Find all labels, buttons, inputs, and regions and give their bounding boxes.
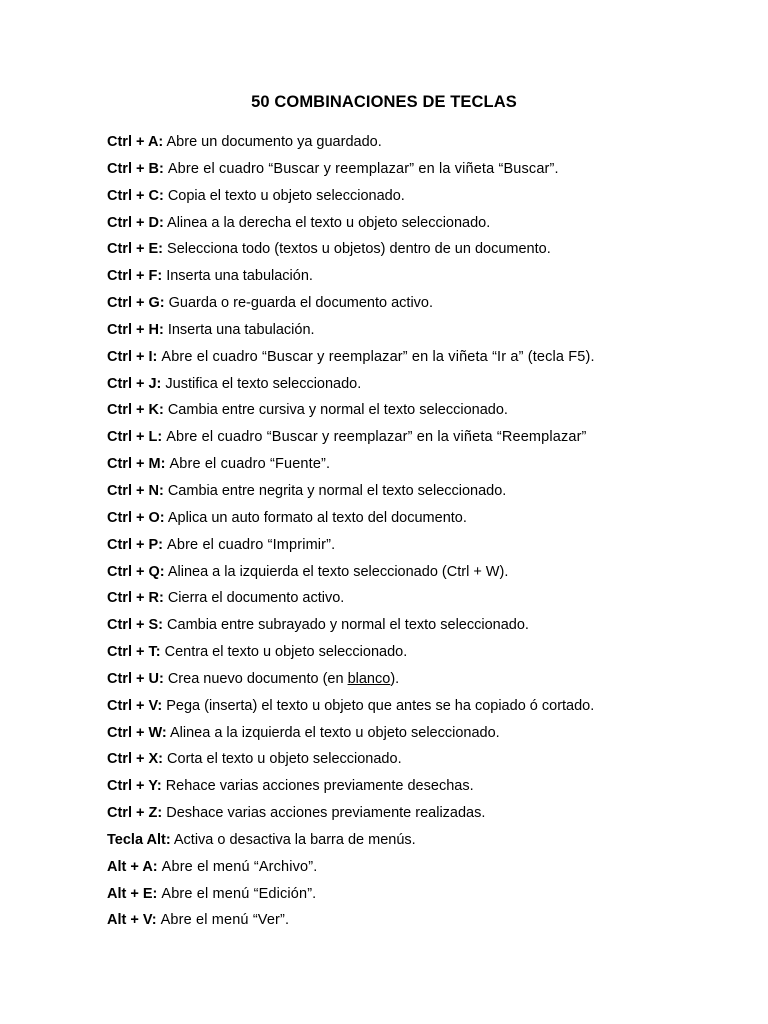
shortcut-row: [107, 399, 747, 426]
shortcut-key: Ctrl + O:: [107, 509, 165, 526]
shortcut-row: [107, 534, 747, 561]
blanco-link[interactable]: blanco: [347, 670, 391, 687]
shortcut-key: Ctrl + T:: [107, 644, 161, 661]
shortcut-description: Abre el cuadro “Buscar y reemplazar” en la viñeta “Buscar”.: [167, 160, 559, 177]
shortcut-description: Guarda o re-guarda el documento activo.: [168, 295, 434, 312]
shortcut-description: Deshace varias acciones previamente realizadas.: [166, 805, 486, 822]
shortcut-description: Alinea a la derecha el texto u objeto seleccionado.: [167, 214, 491, 231]
shortcut-row: [107, 561, 747, 588]
shortcut-row: [107, 131, 747, 158]
shortcut-row: [107, 212, 747, 239]
shortcut-key: Ctrl + M:: [107, 456, 166, 473]
shortcut-key: Ctrl + X:: [107, 751, 163, 768]
shortcut-row: [107, 158, 747, 185]
shortcut-description: Abre el cuadro “Imprimir”.: [167, 536, 336, 553]
shortcut-description: Copia el texto u objeto seleccionado.: [167, 187, 405, 204]
shortcut-row: [107, 238, 747, 265]
shortcut-row: [107, 453, 747, 480]
shortcut-key: Ctrl + L:: [107, 429, 163, 446]
shortcut-description: Alinea a la izquierda el texto seleccionado (Ctrl + W).: [167, 563, 509, 580]
shortcut-key: Ctrl + C:: [107, 187, 164, 204]
shortcut-row: [107, 507, 747, 534]
shortcut-row: [107, 373, 747, 400]
shortcut-description: Abre el menú “Archivo”.: [161, 858, 318, 875]
shortcut-row: [107, 587, 747, 614]
shortcut-row: [107, 829, 747, 856]
shortcut-description: Cambia entre negrita y normal el texto seleccionado.: [167, 482, 507, 499]
shortcut-description: Rehace varias acciones previamente desechas.: [165, 778, 474, 795]
shortcut-row: [107, 614, 747, 641]
shortcut-description: Abre el menú “Ver”.: [160, 912, 290, 929]
shortcut-list: [107, 131, 747, 936]
shortcut-key: Ctrl + G:: [107, 295, 165, 312]
shortcut-description-suffix: ).: [390, 670, 400, 687]
shortcut-key: Ctrl + R:: [107, 590, 164, 607]
shortcut-key: Ctrl + I:: [107, 348, 158, 365]
shortcut-key: Ctrl + S:: [107, 617, 163, 634]
shortcut-key: Ctrl + J:: [107, 375, 162, 392]
shortcut-description-prefix: Crea nuevo documento (en: [167, 670, 348, 687]
shortcut-description: Abre el cuadro “Buscar y reemplazar” en la viñeta “Reemplazar”: [166, 429, 587, 446]
shortcut-row: [107, 346, 747, 373]
shortcut-row: [107, 775, 747, 802]
shortcut-description: Alinea a la izquierda el texto u objeto seleccionado.: [169, 724, 500, 741]
shortcut-key: Ctrl + V:: [107, 697, 163, 714]
shortcut-row: [107, 641, 747, 668]
shortcut-key: Alt + E:: [107, 885, 158, 902]
shortcut-key: Ctrl + D:: [107, 214, 164, 231]
shortcut-description: Aplica un auto formato al texto del documento.: [167, 509, 467, 526]
shortcut-row: [107, 856, 747, 883]
shortcut-row: [107, 319, 747, 346]
shortcut-row: [107, 292, 747, 319]
shortcut-description: Activa o desactiva la barra de menús.: [173, 831, 416, 848]
shortcut-key: Tecla Alt:: [107, 831, 171, 848]
shortcut-row: [107, 265, 747, 292]
shortcut-description: Abre el cuadro “Buscar y reemplazar” en la viñeta “Ir a” (tecla F5).: [161, 348, 595, 365]
shortcut-row: [107, 426, 747, 453]
page-title: 50 COMBINACIONES DE TECLAS: [251, 93, 517, 111]
shortcut-key: Ctrl + F:: [107, 268, 163, 285]
shortcut-row: [107, 722, 747, 749]
shortcut-description: Cambia entre cursiva y normal el texto seleccionado.: [167, 402, 508, 419]
shortcut-key: Ctrl + N:: [107, 482, 164, 499]
shortcut-description: Abre un documento ya guardado.: [166, 134, 382, 150]
shortcut-key: Alt + V:: [107, 912, 157, 929]
shortcut-row: [107, 695, 747, 722]
shortcut-description: Abre el cuadro “Fuente”.: [169, 456, 331, 473]
shortcut-description: Corta el texto u objeto seleccionado.: [167, 751, 402, 768]
shortcut-row: [107, 480, 747, 507]
shortcut-key: Ctrl + Q:: [107, 563, 165, 580]
shortcut-description: Justifica el texto seleccionado.: [165, 375, 362, 392]
shortcut-key: Ctrl + Z:: [107, 805, 163, 822]
shortcut-key: Ctrl + A:: [107, 134, 164, 150]
shortcut-key: Ctrl + H:: [107, 321, 164, 338]
shortcut-description: Cambia entre subrayado y normal el texto seleccionado.: [167, 617, 529, 634]
shortcut-description: Abre el menú “Edición”.: [161, 885, 317, 902]
shortcut-row: [107, 668, 747, 695]
shortcut-key: Ctrl + Y:: [107, 778, 162, 795]
shortcut-row: [107, 748, 747, 775]
shortcut-key: Ctrl + B:: [107, 160, 164, 177]
shortcut-description: Pega (inserta) el texto u objeto que antes se ha copiado ó cortado.: [166, 697, 595, 714]
shortcut-row: [107, 802, 747, 829]
shortcut-description: Selecciona todo (textos u objetos) dentro de un documento.: [167, 241, 551, 258]
shortcut-key: Alt + A:: [107, 858, 158, 875]
shortcut-row: [107, 909, 747, 936]
shortcut-row: [107, 883, 747, 910]
shortcut-description: Centra el texto u objeto seleccionado.: [164, 644, 408, 661]
shortcut-key: Ctrl + W:: [107, 724, 167, 741]
shortcut-key: Ctrl + E:: [107, 241, 163, 258]
shortcut-key: Ctrl + K:: [107, 402, 164, 419]
shortcut-row: [107, 185, 747, 212]
shortcut-description: Inserta una tabulación.: [166, 268, 313, 285]
shortcut-key: Ctrl + P:: [107, 536, 163, 553]
shortcut-description: Inserta una tabulación.: [167, 321, 315, 338]
shortcut-description: Cierra el documento activo.: [167, 590, 345, 607]
shortcut-key: Ctrl + U:: [107, 670, 164, 687]
